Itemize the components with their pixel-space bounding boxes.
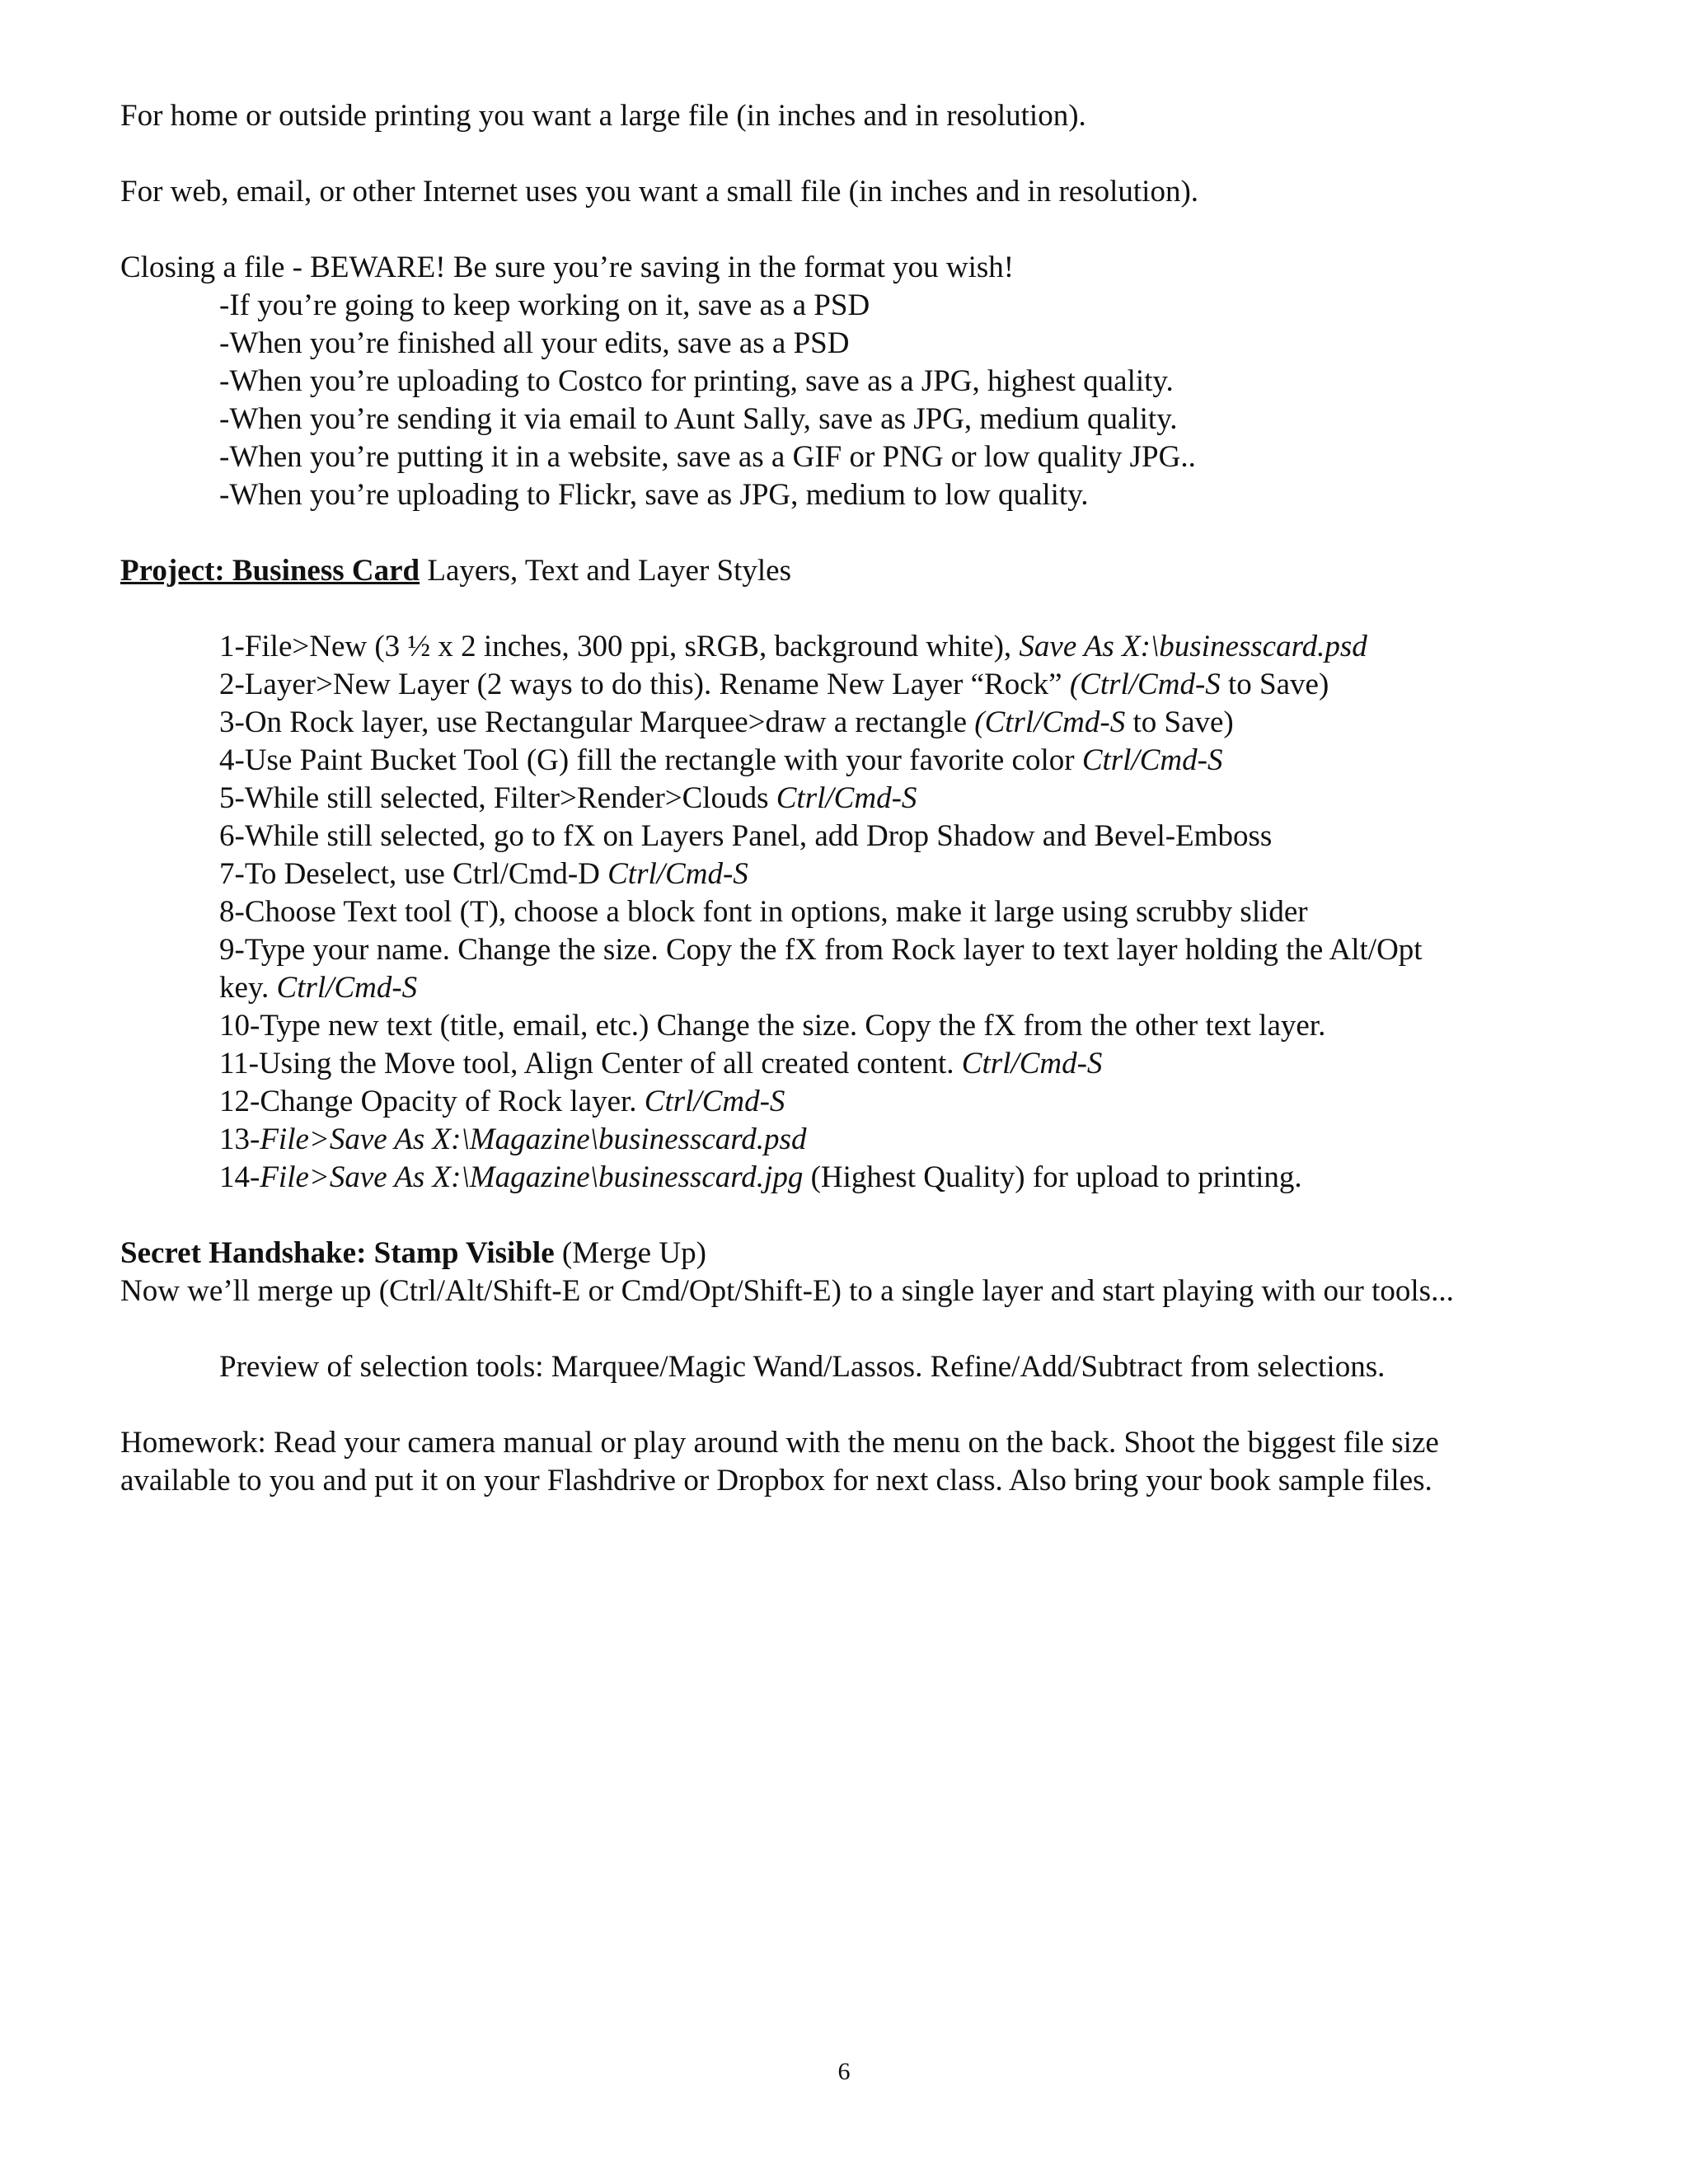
step-text: 1-File>New (3 ½ x 2 inches, 300 ppi, sRGB, background white), [219,630,1020,663]
secret-heading-line [120,1235,1604,1272]
step-text: 14- [219,1160,260,1194]
step-text: to Save) [1220,668,1329,701]
project-subheading: Layers, Text and Layer Styles [420,554,791,588]
step-text: 12-Change Opacity of Rock layer. [219,1085,645,1118]
step-text: 5-While still selected, Filter>Render>Clouds [219,781,776,815]
step-text: key. [219,971,277,1005]
project-step-10: 10-Type new text (title, email, etc.) Change the size. Copy the fX from the other text layer. [219,1009,1326,1043]
step-path: File>Save As X:\Magazine\businesscard.jpg [260,1160,804,1194]
step-shortcut: Save As X:\businesscard.psd [1019,630,1367,663]
step-path: File>Save As X:\Magazine\businesscard.psd [260,1122,807,1156]
step-shortcut: Ctrl/Cmd-S [644,1085,785,1118]
closing-item: -When you’re finished all your edits, save as a PSD [219,326,850,360]
project-step-2 [120,666,1604,704]
secret-body: Now we’ll merge up (Ctrl/Alt/Shift-E or Cmd/Opt/Shift-E) to a single layer and start playing with our tools... [120,1274,1454,1308]
step-text: to Save) [1125,705,1234,739]
project-step-11 [120,1045,1604,1083]
step-text: 13- [219,1122,260,1156]
web-paragraph: For web, email, or other Internet uses you want a small file (in inches and in resolution). [120,175,1199,209]
project-heading-line [120,552,1604,590]
closing-item: -When you’re uploading to Costco for printing, save as a JPG, highest quality. [219,364,1174,398]
closing-item: -If you’re going to keep working on it, save as a PSD [219,288,870,322]
homework-line-2: available to you and put it on your Flashdrive or Dropbox for next class. Also bring your book sample files. [120,1464,1432,1497]
closing-item: -When you’re sending it via email to Aunt Sally, save as JPG, medium quality. [219,402,1178,436]
project-step-9-continued [120,969,1604,1007]
step-text: (Highest Quality) for upload to printing. [803,1160,1302,1194]
project-step-7 [120,855,1604,893]
project-heading: Project: Business Card [120,554,420,588]
secret-subheading: (Merge Up) [554,1236,706,1270]
closing-item: -When you’re uploading to Flickr, save as JPG, medium to low quality. [219,478,1089,512]
project-step-12 [120,1083,1604,1121]
project-step-14 [120,1159,1604,1197]
page-number: 6 [837,2058,851,2085]
step-shortcut: Ctrl/Cmd-S [776,781,917,815]
step-shortcut: Ctrl/Cmd-S [961,1047,1103,1080]
step-shortcut: Ctrl/Cmd-S [607,857,748,891]
step-shortcut: Ctrl/Cmd-S [276,971,418,1005]
homework-line-1: Homework: Read your camera manual or play around with the menu on the back. Shoot the biggest file size [120,1426,1439,1460]
step-text: 11-Using the Move tool, Align Center of all created content. [219,1047,962,1080]
closing-item: -When you’re putting it in a website, save as a GIF or PNG or low quality JPG.. [219,440,1196,474]
project-step-8: 8-Choose Text tool (T), choose a block font in options, make it large using scrubby slider [219,895,1308,929]
project-step-5 [120,780,1604,818]
step-shortcut: (Ctrl/Cmd-S [974,705,1126,739]
closing-file-title: Closing a file - BEWARE! Be sure you’re saving in the format you wish! [120,251,1015,284]
printing-paragraph: For home or outside printing you want a large file (in inches and in resolution). [120,99,1086,133]
step-text: 3-On Rock layer, use Rectangular Marquee>draw a rectangle [219,705,975,739]
selection-preview: Preview of selection tools: Marquee/Magic Wand/Lassos. Refine/Add/Subtract from selections. [219,1350,1386,1384]
project-step-4 [120,742,1604,780]
document-page [120,97,1604,1500]
step-shortcut: Ctrl/Cmd-S [1081,743,1223,777]
step-text: 2-Layer>New Layer (2 ways to do this). Rename New Layer “Rock” [219,668,1070,701]
project-step-3 [120,704,1604,742]
project-step-13 [120,1121,1604,1159]
project-step-6: 6-While still selected, go to fX on Layers Panel, add Drop Shadow and Bevel-Emboss [219,819,1273,853]
secret-heading: Secret Handshake: Stamp Visible [120,1236,555,1270]
step-text: 4-Use Paint Bucket Tool (G) fill the rectangle with your favorite color [219,743,1082,777]
project-step-1 [120,628,1604,666]
project-step-9: 9-Type your name. Change the size. Copy the fX from Rock layer to text layer holding the Alt/Opt [219,933,1423,967]
step-shortcut: (Ctrl/Cmd-S [1069,668,1221,701]
step-text: 7-To Deselect, use Ctrl/Cmd-D [219,857,608,891]
